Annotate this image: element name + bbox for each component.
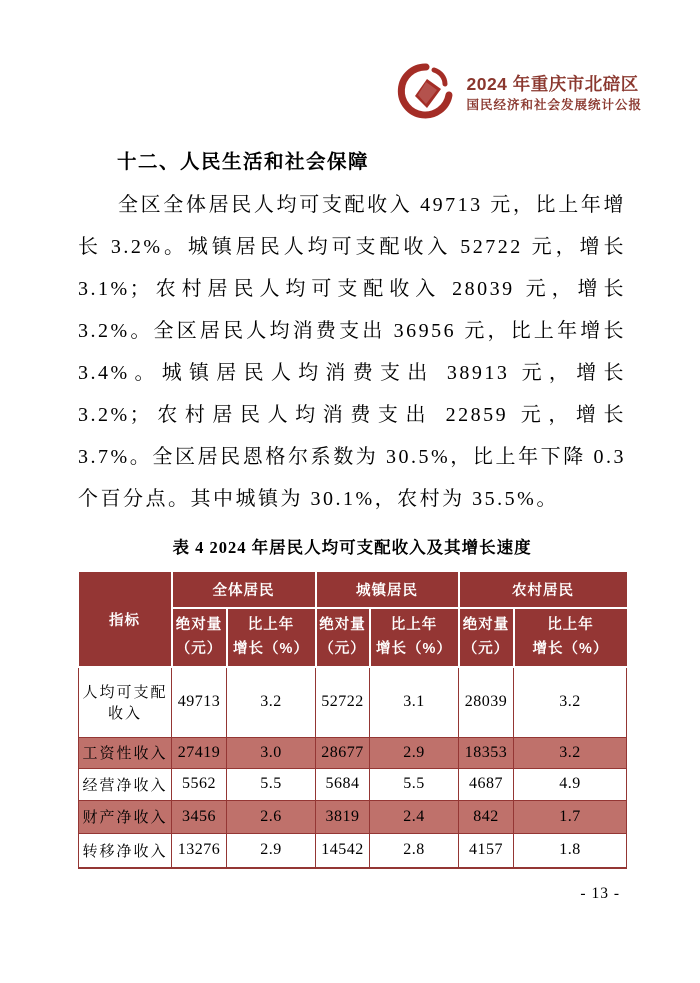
cell-value: 5.5 (227, 768, 316, 800)
table-row (79, 768, 627, 800)
cell-value: 13276 (172, 833, 227, 868)
cell-value: 28677 (316, 737, 370, 768)
table-row (79, 737, 627, 768)
cell-value: 4.9 (514, 768, 627, 800)
row-label: 人均可支配收入 (79, 667, 172, 737)
cell-value: 2.6 (227, 800, 316, 833)
cell-value: 18353 (459, 737, 514, 768)
cell-value: 3.0 (227, 737, 316, 768)
bulletin-title-line2: 国民经济和社会发展统计公报 (466, 97, 642, 112)
cell-value: 3.1 (370, 667, 459, 737)
row-label: 经营净收入 (79, 768, 172, 800)
header-cell-group-all: 全体居民 (172, 572, 316, 608)
table-caption: 表 4 2024 年居民人均可支配收入及其增长速度 (172, 538, 532, 557)
cell-value: 2.4 (370, 800, 459, 833)
bulletin-swirl-logo-icon (396, 62, 456, 124)
cell-value: 5684 (316, 768, 370, 800)
table-row (79, 800, 627, 833)
cell-value: 3819 (316, 800, 370, 833)
cell-value: 5562 (172, 768, 227, 800)
table-row (79, 833, 627, 868)
cell-value: 14542 (316, 833, 370, 868)
cell-value: 5.5 (370, 768, 459, 800)
header-cell-abs-all: 绝对量 （元） (172, 608, 227, 667)
cell-value: 49713 (172, 667, 227, 737)
cell-value: 27419 (172, 737, 227, 768)
income-table (78, 572, 627, 869)
cell-value: 3456 (172, 800, 227, 833)
cell-value: 2.9 (227, 833, 316, 868)
cell-value: 2.8 (370, 833, 459, 868)
row-label: 转移净收入 (79, 833, 172, 868)
cell-value: 842 (459, 800, 514, 833)
bulletin-title-line1: 2024 年重庆市北碚区 (466, 73, 639, 94)
cell-value: 1.7 (514, 800, 627, 833)
cell-value: 28039 (459, 667, 514, 737)
body-paragraph: 全区全体居民人均可支配收入 49713 元，比上年增长 3.2%。城镇居民人均可支配收入 52722 元，增长 3.1%；农村居民人均可支配收入 28039 元，增长 3.2%。全区居民人均消费支出 36956 元，比上年增长 3.4%。城镇居民人均消费支出 38913 元，增长 3.2%；农村居民人均消费支出 22859 元，增长 3.7%。全区居民恩格尔系数为 30.5%，比上年下降 0.3 个百分点。其中城镇为 30.1%，农村为 35.5%。 (78, 194, 626, 510)
header-cell-indicator: 指标 (79, 572, 172, 667)
table-row (79, 667, 627, 737)
header-cell-growth-all: 比上年 增长（%） (227, 608, 316, 667)
doc-header (396, 62, 642, 124)
header-cell-growth-rural: 比上年 增长（%） (514, 608, 627, 667)
header-cell-group-urban: 城镇居民 (316, 572, 459, 608)
header-cell-growth-urban: 比上年 增长（%） (370, 608, 459, 667)
header-cell-abs-rural: 绝对量 （元） (459, 608, 514, 667)
cell-value: 4157 (459, 833, 514, 868)
cell-value: 3.2 (227, 667, 316, 737)
cell-value: 1.8 (514, 833, 627, 868)
row-label: 工资性收入 (79, 737, 172, 768)
income-table-header (79, 572, 627, 667)
cell-value: 52722 (316, 667, 370, 737)
cell-value: 2.9 (370, 737, 459, 768)
cell-value: 4687 (459, 768, 514, 800)
section-heading: 十二、人民生活和社会保障 (117, 151, 370, 173)
header-cell-group-rural: 农村居民 (459, 572, 627, 608)
header-cell-abs-urban: 绝对量 （元） (316, 608, 370, 667)
page-number: - 13 - (580, 885, 620, 902)
row-label: 财产净收入 (79, 800, 172, 833)
cell-value: 3.2 (514, 737, 627, 768)
cell-value: 3.2 (514, 667, 627, 737)
bulletin-title (466, 72, 642, 115)
